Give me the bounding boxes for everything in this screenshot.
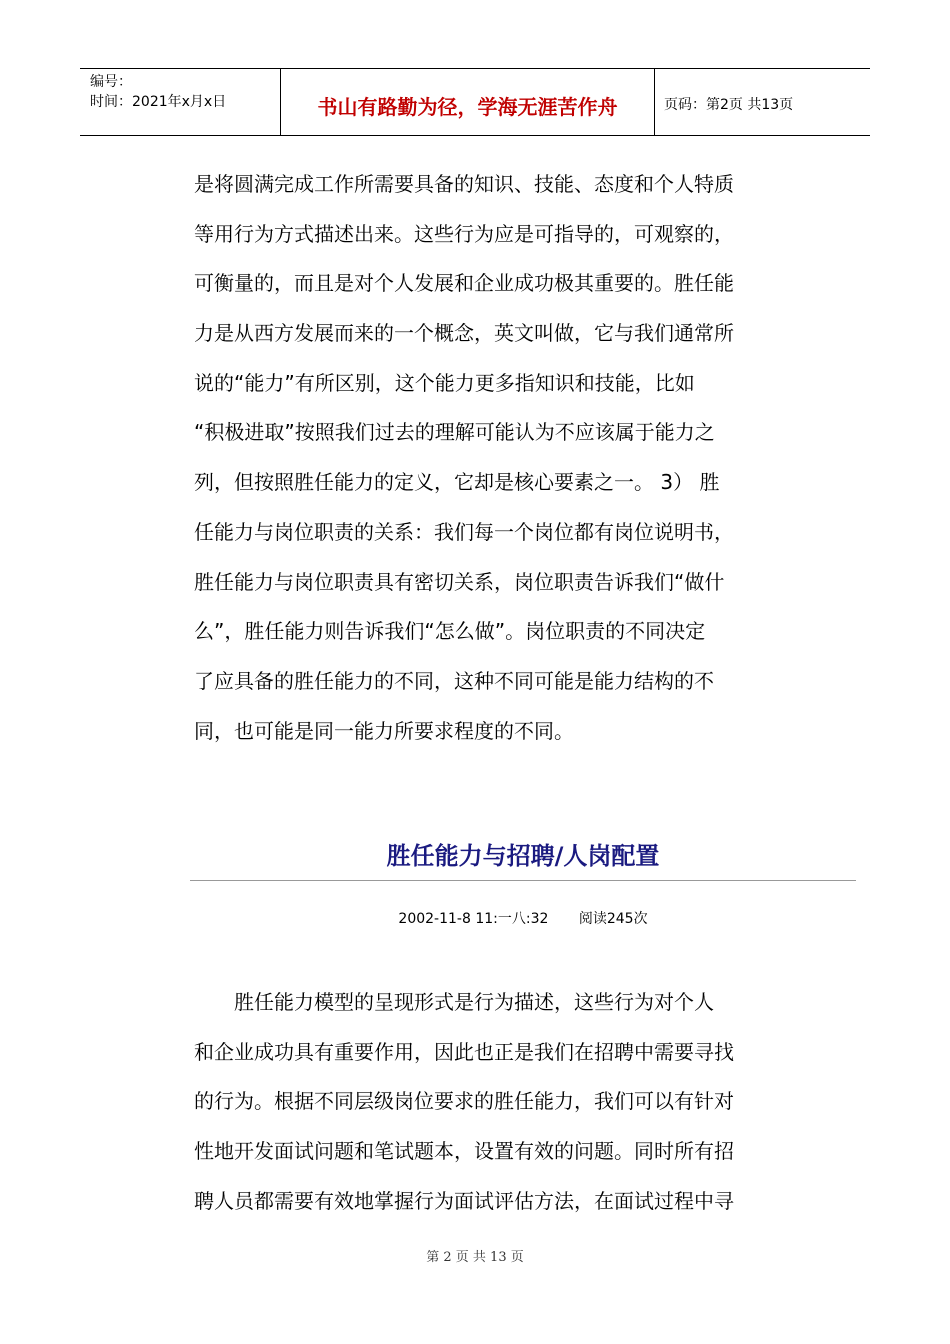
text-line: 列，但按照胜任能力的定义，它却是核心要素之一。 3） 胜 xyxy=(194,470,720,495)
header-motto: 书山有路勤为径，学海无涯苦作舟 xyxy=(317,95,618,119)
article-date: 2002-11-8 11:一八:32 xyxy=(398,911,549,927)
text-line: 任能力与岗位职责的关系：我们每一个岗位都有岗位说明书， xyxy=(194,519,734,544)
text-line: 了应具备的胜任能力的不同，这种不同可能是能力结构的不 xyxy=(194,668,714,693)
page-header xyxy=(80,68,870,136)
header-motto-cell xyxy=(280,69,655,135)
page-footer: 第 2 页 共 13 页 xyxy=(426,1250,524,1265)
text-line: 力是从西方发展而来的一个概念，英文叫做，它与我们通常所 xyxy=(194,321,734,346)
text-line: 胜任能力与岗位职责具有密切关系，岗位职责告诉我们“做什 xyxy=(194,569,725,594)
text-line: 么”，胜任能力则告诉我们“怎么做”。岗位职责的不同决定 xyxy=(194,619,706,644)
text-line: 是将圆满完成工作所需要具备的知识、技能、态度和个人特质 xyxy=(194,172,734,196)
article-meta xyxy=(190,908,856,928)
text-line: 可衡量的，而且是对个人发展和企业成功极其重要的。胜任能 xyxy=(194,271,734,296)
text-line: 性地开发面试问题和笔试题本，设置有效的问题。同时所有招 xyxy=(194,1139,734,1164)
text-line: 胜任能力模型的呈现形式是行为描述，这些行为对个人 xyxy=(194,990,714,1014)
title-divider xyxy=(190,880,856,881)
document-date-label: 时间：2021年x月x日 xyxy=(90,94,227,110)
text-line: 等用行为方式描述出来。这些行为应是可指导的，可观察的， xyxy=(194,221,734,246)
document-number-label: 编号： xyxy=(90,74,132,90)
text-line: 同，也可能是同一能力所要求程度的不同。 xyxy=(194,718,574,743)
text-line: 和企业成功具有重要作用，因此也正是我们在招聘中需要寻找 xyxy=(194,1039,734,1064)
body-paragraph-2 xyxy=(194,978,774,1226)
body-paragraph-1 xyxy=(194,160,774,756)
text-line: “积极进取”按照我们过去的理解可能认为不应该属于能力之 xyxy=(194,420,715,445)
article-title: 胜任能力与招聘/人岗配置 xyxy=(386,842,660,870)
article-read-count: 阅读245次 xyxy=(578,911,648,927)
text-line: 的行为。根据不同层级岗位要求的胜任能力，我们可以有针对 xyxy=(194,1089,734,1114)
header-page-info: 页码：第2页 共13页 xyxy=(664,97,794,113)
header-info-cell xyxy=(80,69,280,135)
header-page-cell xyxy=(654,69,870,135)
text-line: 说的“能力”有所区别，这个能力更多指知识和技能，比如 xyxy=(194,370,695,395)
text-line: 聘人员都需要有效地掌握行为面试评估方法，在面试过程中寻 xyxy=(194,1188,734,1213)
